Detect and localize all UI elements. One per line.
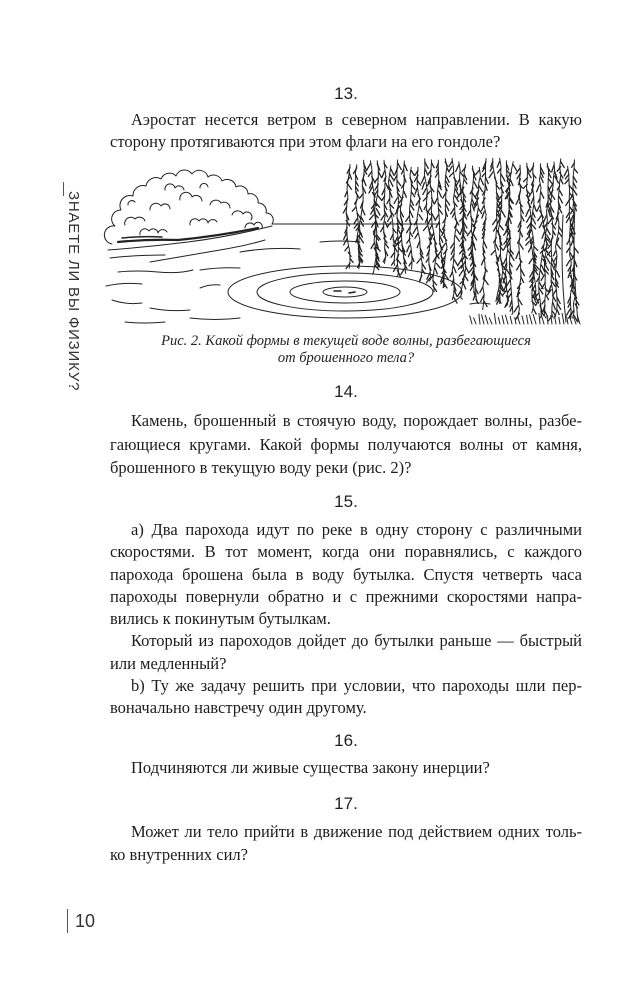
willow-leaves <box>523 166 538 303</box>
text-line: гающиеся кругами. Какой формы получаются волны от камня, <box>110 434 582 454</box>
willow-leaves <box>397 164 407 274</box>
bushes <box>104 170 273 244</box>
willow-leaves <box>406 170 415 266</box>
willow-leaves <box>413 170 425 280</box>
text-line: Аэростат несется ветром в северном направлении. В какую <box>131 110 582 129</box>
text-line: воначально навстречу один другому. <box>110 698 367 718</box>
problem-number-13: 13. <box>334 84 358 103</box>
problem-17-text <box>110 820 582 866</box>
problem-13-text <box>110 109 582 154</box>
text-line: Может ли тело прийти в движение под действием одних толь- <box>131 822 582 841</box>
caption-line: Рис. 2. Какой формы в текущей воде волны, разбегающиеся <box>161 333 531 349</box>
willow-tree <box>343 158 580 324</box>
problem-number-15: 15. <box>334 492 358 511</box>
text-line: b) Ту же задачу решить при условии, что пароходы шли пер- <box>131 676 582 696</box>
grass <box>470 313 580 324</box>
text-line: а) Два парохода идут по реке в одну сторону с различными <box>131 520 582 539</box>
problem-14-text <box>110 409 582 480</box>
problem-number-16: 16. <box>334 731 358 750</box>
willow-strand <box>539 164 546 318</box>
willow-leaves <box>394 163 402 277</box>
problem-15-text <box>110 519 582 720</box>
problem-number-17: 17. <box>334 794 358 813</box>
text-line: вились к покинутым бутылкам. <box>110 609 331 629</box>
text-line: Камень, брошенный в стоячую воду, порождает волны, разбе- <box>131 411 582 430</box>
caption-line: от брошенного тела? <box>277 350 415 366</box>
text-line: Подчиняются ли живые существа закону инерции? <box>131 758 490 777</box>
page-number-rule <box>67 909 68 933</box>
willow-leaves <box>535 167 549 316</box>
text-line: парохода брошена была в воду бутылка. Спустя четверть часа <box>110 564 582 584</box>
text-line: ко внутренних сил? <box>110 845 248 864</box>
problem-number-14: 14. <box>334 382 358 401</box>
willow-leaves <box>480 162 488 307</box>
text-line: Который из пароходов дойдет до бутылки раньше — быстрый <box>131 631 582 651</box>
ripples <box>228 266 462 318</box>
text-line: пароходы повернули обратно и с прежними скоростями напра- <box>110 586 582 606</box>
willow-leaves <box>514 168 524 319</box>
figure-caption <box>110 333 582 367</box>
page-number: 10 <box>75 911 96 931</box>
willow-leaves <box>343 168 353 269</box>
text-line: сторону протягиваются при этом флаги на его гондоле? <box>110 132 501 152</box>
text-line: брошенного в текущую воду реки (рис. 2)? <box>110 458 412 477</box>
problem-16-text <box>110 757 582 779</box>
text-line: скоростями. В тот момент, когда они поравнялись, с каждого <box>110 542 582 562</box>
willow-leaves <box>468 170 484 303</box>
text-line: или медленный? <box>110 653 227 673</box>
willow-leaves <box>503 164 514 307</box>
running-title: ЗНАЕТЕ ЛИ ВЫ ФИЗИКУ? <box>65 191 82 392</box>
river-illustration <box>100 156 586 330</box>
